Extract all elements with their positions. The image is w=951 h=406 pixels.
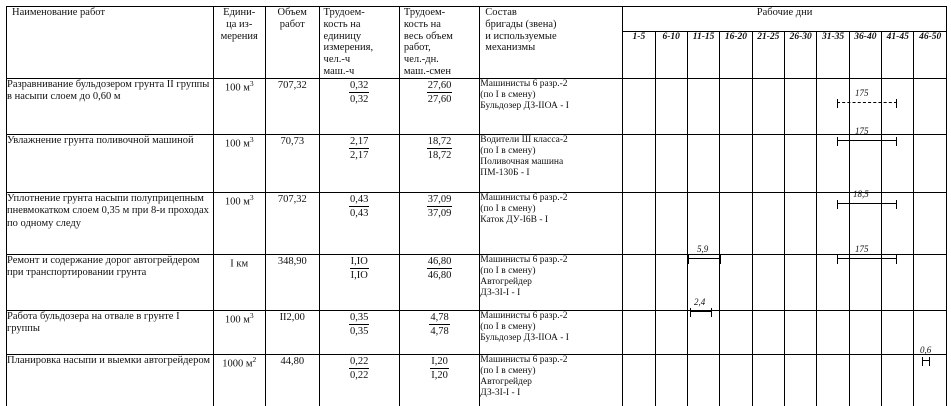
labor-per-unit-chel: 0,35 bbox=[349, 311, 369, 326]
gantt-cell bbox=[623, 78, 655, 134]
work-crew bbox=[480, 134, 623, 192]
hlt5: чел.-дн. bbox=[403, 54, 439, 65]
gantt-bar-label-row3: 18,5 bbox=[853, 189, 869, 199]
hlt3: весь объем bbox=[403, 30, 453, 42]
gantt-cell bbox=[817, 192, 849, 254]
hlu6: маш.-ч bbox=[323, 65, 355, 77]
day-tick-4: 21-25 bbox=[752, 32, 784, 79]
unit-text: 100 м bbox=[224, 314, 250, 325]
labor-total-mash: 37,09 bbox=[427, 208, 452, 220]
gantt-cell bbox=[882, 78, 914, 134]
labor-per-unit-chel: 2,17 bbox=[349, 135, 369, 150]
gantt-cell bbox=[849, 354, 881, 406]
unit-exponent: 3 bbox=[249, 192, 254, 202]
hlu5: чел.-ч bbox=[323, 54, 351, 65]
crew-line: ДЗ-3I-I - I bbox=[480, 388, 521, 399]
work-unit bbox=[213, 134, 265, 192]
gantt-cell bbox=[720, 192, 752, 254]
table-row bbox=[7, 354, 947, 406]
work-crew bbox=[480, 78, 623, 134]
hlu4: измерения, bbox=[323, 42, 374, 54]
work-volume: 44,80 bbox=[265, 354, 319, 406]
header-volume bbox=[265, 7, 319, 79]
work-name: Уплотнение грунта насыпи полуприцепным пневмокатком слоем 0,35 м при 8-и проходах по одному следу bbox=[7, 192, 214, 254]
unit-text: 100 м bbox=[224, 82, 250, 93]
gantt-cell bbox=[655, 354, 687, 406]
unit-exponent: 3 bbox=[249, 134, 254, 144]
gantt-cell bbox=[914, 78, 947, 134]
labor-total-mash: 27,60 bbox=[427, 94, 452, 106]
crew-line: Поливочная машина bbox=[480, 156, 564, 167]
work-crew bbox=[480, 192, 623, 254]
work-volume: 348,90 bbox=[265, 254, 319, 310]
crew-line: Каток ДУ-I6В - I bbox=[480, 214, 549, 225]
gantt-cell bbox=[623, 254, 655, 310]
header-name: Наименование работ bbox=[7, 7, 214, 79]
crew-line: (по I в смену) bbox=[480, 89, 536, 100]
work-volume: 707,32 bbox=[265, 192, 319, 254]
labor-total-chel: 46,80 bbox=[427, 255, 453, 270]
hlt4: работ, bbox=[403, 42, 431, 54]
day-tick-6: 31-35 bbox=[817, 32, 849, 79]
table-row bbox=[7, 192, 947, 254]
crew-line: Машинисты 6 разр.-2 bbox=[480, 310, 568, 321]
labor-per-unit-chel: I,IO bbox=[350, 255, 369, 270]
gantt-cell bbox=[720, 134, 752, 192]
crew-line: (по I в смену) bbox=[480, 203, 536, 214]
gantt-cell bbox=[882, 192, 914, 254]
labor-per-unit-chel: 0,43 bbox=[349, 193, 369, 208]
gantt-cell bbox=[849, 78, 881, 134]
gantt-cell bbox=[720, 78, 752, 134]
gantt-cell bbox=[752, 354, 784, 406]
gantt-cell bbox=[655, 78, 687, 134]
labor-per-unit-mash: 0,35 bbox=[350, 326, 369, 338]
labor-per-unit bbox=[319, 134, 399, 192]
gantt-cell bbox=[914, 254, 947, 310]
labor-total-chel: 37,09 bbox=[427, 193, 453, 208]
work-unit bbox=[213, 78, 265, 134]
work-unit bbox=[213, 354, 265, 406]
work-name: Работа бульдозера на отвале в грунте I группы bbox=[7, 310, 214, 354]
hcr2: бригады (звена) bbox=[485, 18, 557, 30]
gantt-cell bbox=[784, 354, 816, 406]
labor-total bbox=[399, 254, 479, 310]
labor-total bbox=[399, 134, 479, 192]
work-volume: II2,00 bbox=[265, 310, 319, 354]
gantt-cell bbox=[784, 134, 816, 192]
gantt-cell bbox=[720, 354, 752, 406]
gantt-bar-label-row5: 2,4 bbox=[694, 297, 706, 307]
day-tick-0: 1-5 bbox=[623, 32, 655, 79]
header-labor-total bbox=[399, 7, 479, 79]
labor-total bbox=[399, 78, 479, 134]
labor-per-unit bbox=[319, 78, 399, 134]
day-tick-9: 46-50 bbox=[914, 32, 947, 79]
crew-line: Автогрейдер bbox=[480, 376, 532, 387]
labor-per-unit-mash: I,IO bbox=[350, 270, 368, 282]
labor-per-unit-mash: 2,17 bbox=[350, 150, 369, 162]
gantt-cell bbox=[720, 254, 752, 310]
day-tick-1: 6-10 bbox=[655, 32, 687, 79]
gantt-cell bbox=[655, 134, 687, 192]
hlt1: Трудоем- bbox=[403, 7, 446, 18]
gantt-cell bbox=[655, 254, 687, 310]
day-tick-5: 26-30 bbox=[784, 32, 816, 79]
crew-line: Машинисты 6 разр.-2 bbox=[480, 254, 568, 265]
gantt-cell bbox=[849, 310, 881, 354]
gantt-cell bbox=[655, 310, 687, 354]
gantt-cell bbox=[687, 254, 719, 310]
gantt-cell bbox=[784, 310, 816, 354]
crew-line: Машинисты 6 разр.-2 bbox=[480, 354, 568, 365]
gantt-cell bbox=[914, 192, 947, 254]
work-name: Планировка насыпи и выемки автогрейдером bbox=[7, 354, 214, 406]
header-volume-l1: Объем bbox=[277, 7, 307, 18]
header-unit-l1: Едини- bbox=[223, 7, 256, 18]
gantt-cell bbox=[752, 254, 784, 310]
crew-line: Водители Ш класса-2 bbox=[480, 134, 568, 145]
hlu2: кость на bbox=[323, 18, 361, 30]
gantt-cell bbox=[655, 192, 687, 254]
gantt-cell bbox=[817, 254, 849, 310]
gantt-cell bbox=[720, 310, 752, 354]
gantt-cell bbox=[849, 254, 881, 310]
labor-total-mash: I,20 bbox=[431, 370, 448, 382]
gantt-cell bbox=[687, 310, 719, 354]
work-crew bbox=[480, 354, 623, 406]
hcr1: Состав bbox=[485, 7, 517, 18]
gantt-bar-label-row2: 175 bbox=[855, 126, 869, 136]
crew-line: Бульдозер ДЗ-IIОА - I bbox=[480, 332, 569, 343]
crew-line: Машинисты 6 разр.-2 bbox=[480, 192, 568, 203]
work-crew bbox=[480, 310, 623, 354]
gantt-bar-label-row1: 175 bbox=[855, 88, 869, 98]
gantt-cell bbox=[623, 354, 655, 406]
labor-per-unit-mash: 0,22 bbox=[350, 370, 369, 382]
work-unit bbox=[213, 192, 265, 254]
hlu3: единицу bbox=[323, 30, 362, 42]
labor-per-unit bbox=[319, 254, 399, 310]
labor-per-unit-mash: 0,43 bbox=[350, 208, 369, 220]
gantt-cell bbox=[849, 134, 881, 192]
gantt-bar-label-row4-b: 175 bbox=[855, 244, 869, 254]
gantt-cell bbox=[784, 78, 816, 134]
crew-line: (по I в смену) bbox=[480, 145, 536, 156]
gantt-cell bbox=[882, 310, 914, 354]
gantt-cell bbox=[623, 192, 655, 254]
gantt-cell bbox=[817, 354, 849, 406]
gantt-cell bbox=[752, 134, 784, 192]
gantt-cell bbox=[784, 192, 816, 254]
unit-text: 100 м bbox=[224, 138, 250, 149]
day-tick-8: 41-45 bbox=[882, 32, 914, 79]
crew-line: (по I в смену) bbox=[480, 321, 536, 332]
unit-text: I км bbox=[230, 258, 249, 269]
gantt-cell bbox=[817, 134, 849, 192]
gantt-bar-label-row6: 0,6 bbox=[920, 345, 932, 355]
day-tick-2: 11-15 bbox=[687, 32, 719, 79]
gantt-cell bbox=[687, 78, 719, 134]
gantt-cell bbox=[623, 310, 655, 354]
hlu1: Трудоем- bbox=[323, 7, 365, 18]
work-unit bbox=[213, 254, 265, 310]
work-name: Разравнивание бульдозером грунта II группы в насыпи слоем до 0,60 м bbox=[7, 78, 214, 134]
labor-total-mash: 18,72 bbox=[427, 150, 452, 162]
gantt-cell bbox=[752, 310, 784, 354]
header-unit bbox=[213, 7, 265, 79]
unit-text: 1000 м bbox=[222, 358, 253, 369]
labor-per-unit bbox=[319, 192, 399, 254]
crew-line: ДЗ-3I-I - I bbox=[480, 288, 521, 299]
work-crew bbox=[480, 254, 623, 310]
hcr3: и используемые bbox=[485, 30, 557, 42]
labor-per-unit-chel: 0,32 bbox=[349, 79, 369, 94]
crew-line: Автогрейдер bbox=[480, 276, 532, 287]
gantt-cell bbox=[882, 134, 914, 192]
gantt-cell bbox=[882, 354, 914, 406]
header-crew bbox=[480, 7, 623, 79]
unit-exponent: 3 bbox=[249, 78, 254, 88]
unit-exponent: 3 bbox=[249, 310, 254, 320]
hlt6: маш.-смен bbox=[403, 65, 451, 77]
unit-text: 100 м bbox=[224, 196, 250, 207]
day-tick-3: 16-20 bbox=[720, 32, 752, 79]
unit-exponent: 2 bbox=[252, 354, 257, 364]
work-name: Увлажнение грунта поливочной машиной bbox=[7, 134, 214, 192]
gantt-cell bbox=[687, 192, 719, 254]
works-schedule-table bbox=[6, 6, 947, 406]
gantt-cell bbox=[752, 78, 784, 134]
crew-line: Машинисты 6 разр.-2 bbox=[480, 78, 568, 89]
labor-total-mash: 4,78 bbox=[430, 326, 449, 338]
table-row bbox=[7, 134, 947, 192]
work-unit bbox=[213, 310, 265, 354]
table-row bbox=[7, 254, 947, 310]
labor-per-unit-mash: 0,32 bbox=[350, 94, 369, 106]
gantt-cell bbox=[687, 134, 719, 192]
labor-total-chel: 27,60 bbox=[427, 79, 453, 94]
crew-line: (по I в смену) bbox=[480, 265, 536, 276]
crew-line: (по I в смену) bbox=[480, 365, 536, 376]
header-working-days: Рабочие дни bbox=[623, 7, 947, 32]
gantt-cell bbox=[882, 254, 914, 310]
work-name: Ремонт и содержание дорог автогрейдером при транспортировании грунта bbox=[7, 254, 214, 310]
labor-per-unit-chel: 0,22 bbox=[349, 355, 369, 370]
header-labor-unit bbox=[319, 7, 399, 79]
header-volume-l2: работ bbox=[279, 18, 305, 30]
hcr4: механизмы bbox=[485, 42, 536, 54]
labor-total bbox=[399, 192, 479, 254]
gantt-cell bbox=[817, 310, 849, 354]
gantt-cell bbox=[817, 78, 849, 134]
labor-total-chel: 18,72 bbox=[427, 135, 453, 150]
gantt-cell bbox=[849, 192, 881, 254]
gantt-cell bbox=[687, 354, 719, 406]
gantt-cell bbox=[752, 192, 784, 254]
header-unit-l2: ца из- bbox=[226, 18, 253, 30]
gantt-cell bbox=[914, 354, 947, 406]
labor-total-mash: 46,80 bbox=[427, 270, 452, 282]
labor-total bbox=[399, 310, 479, 354]
hlt2: кость на bbox=[403, 18, 441, 30]
labor-per-unit bbox=[319, 354, 399, 406]
labor-total bbox=[399, 354, 479, 406]
work-volume: 70,73 bbox=[265, 134, 319, 192]
gantt-cell bbox=[914, 134, 947, 192]
labor-total-chel: 4,78 bbox=[429, 311, 449, 326]
gantt-cell bbox=[784, 254, 816, 310]
labor-per-unit bbox=[319, 310, 399, 354]
table-row bbox=[7, 78, 947, 134]
header-unit-l3: мерения bbox=[220, 30, 258, 42]
work-volume: 707,32 bbox=[265, 78, 319, 134]
gantt-cell bbox=[623, 134, 655, 192]
crew-line: ПМ-130Б - I bbox=[480, 168, 530, 179]
table-row bbox=[7, 310, 947, 354]
gantt-cell bbox=[914, 310, 947, 354]
gantt-bar-label-row4-a: 5,9 bbox=[697, 244, 709, 254]
day-tick-7: 36-40 bbox=[849, 32, 881, 79]
labor-total-chel: I,20 bbox=[430, 355, 449, 370]
crew-line: Бульдозер ДЗ-IIОА - I bbox=[480, 100, 569, 111]
